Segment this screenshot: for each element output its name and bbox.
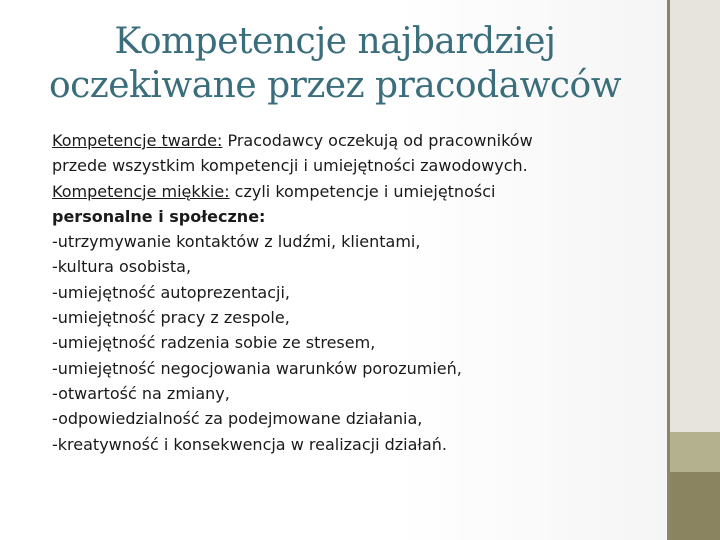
list-item: -umiejętność autoprezentacji,	[52, 282, 290, 302]
slide-title	[30, 20, 640, 108]
list-item: -umiejętność radzenia sobie ze stresem,	[52, 333, 376, 353]
soft-skills-line-1	[52, 179, 662, 204]
sidebar-band-light	[670, 0, 720, 432]
hard-skills-text-2: przede wszystkim kompetencji i umiejętności zawodowych.	[52, 156, 528, 176]
title-line-1: Kompetencje najbardziej	[114, 21, 556, 62]
soft-skills-label: Kompetencje miękkie:	[52, 181, 230, 201]
list-item: -umiejętność pracy z zespole,	[52, 308, 290, 328]
title-line-2: oczekiwane przez pracodawców	[48, 65, 622, 106]
hard-skills-label: Kompetencje twarde:	[52, 131, 223, 150]
list-item: -odpowiedzialność za podejmowane działania,	[52, 409, 423, 429]
sidebar-band-mid	[670, 432, 720, 472]
soft-skills-bold-line: personalne i społeczne:	[52, 206, 266, 226]
hard-skills-line-1	[52, 128, 662, 153]
list-item: -utrzymywanie kontaktów z ludźmi, klientami,	[52, 232, 421, 252]
soft-skills-text-1: czyli kompetencje i umiejętności	[229, 181, 496, 201]
list-item: -otwartość na zmiany,	[52, 383, 230, 403]
slide-body	[52, 128, 662, 457]
list-item: -kreatywność i konsekwencja w realizacji działań.	[52, 434, 447, 454]
decorative-sidebar	[667, 0, 720, 540]
sidebar-band-dark	[670, 472, 720, 540]
list-item: -umiejętność negocjowania warunków porozumień,	[52, 358, 462, 378]
list-item: -kultura osobista,	[52, 257, 192, 277]
hard-skills-text-1: Pracodawcy oczekują od pracowników	[222, 131, 533, 150]
